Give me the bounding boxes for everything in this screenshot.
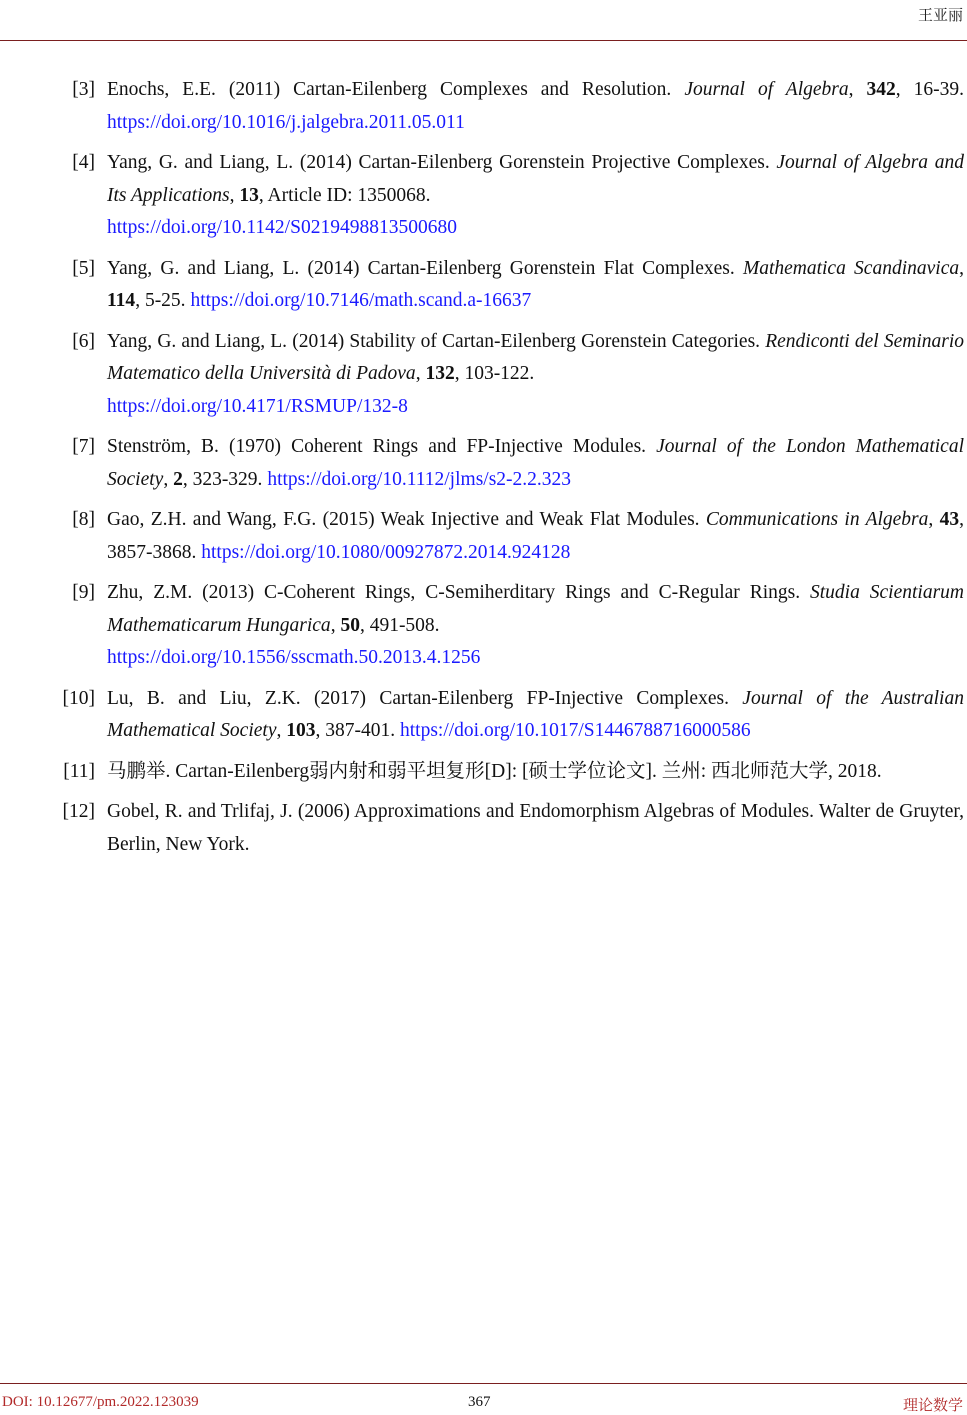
reference-item — [0, 431, 967, 496]
reference-doi-link[interactable]: https://doi.org/10.7146/math.scand.a-16637 — [190, 290, 532, 311]
reference-number: [10] — [62, 687, 95, 709]
reference-authors: Gobel, R. and Trlifaj, J. (2006) Approximations and Endomorphism Algebras of Modules. Walter de Gruyter, Berlin, New York. — [107, 801, 964, 855]
reference-authors: Gao, Z.H. and Wang, F.G. (2015) Weak Injective and Weak Flat Modules. — [107, 509, 706, 530]
reference-volume: 103 — [286, 720, 316, 741]
reference-text — [107, 74, 964, 139]
reference-pages: , 103-122. — [454, 363, 535, 384]
reference-number: [7] — [72, 436, 95, 457]
reference-authors: 马鹏举. Cartan-Eilenberg弱内射和弱平坦复形[D]: [硕士学位论文]. 兰州: 西北师范大学, 2018. — [107, 760, 882, 782]
reference-pages: , 323-329. — [182, 468, 268, 490]
reference-separator: , — [229, 184, 240, 206]
reference-doi-link[interactable]: https://doi.org/10.4171/RSMUP/132-8 — [107, 395, 408, 417]
reference-item — [0, 147, 967, 245]
reference-journal: Journal of the London Mathematical Society — [107, 436, 964, 490]
reference-text — [107, 147, 964, 245]
reference-number: [3] — [72, 79, 95, 100]
reference-text — [107, 796, 964, 861]
reference-volume: 43 — [939, 509, 960, 530]
reference-separator: , — [330, 614, 341, 636]
header-author: 王亚丽 — [917, 6, 963, 24]
reference-text — [107, 756, 964, 789]
reference-doi-link[interactable]: https://doi.org/10.1142/S0219498813500680 — [107, 217, 457, 238]
reference-pages: , 491-508. — [359, 614, 440, 636]
reference-separator: , — [928, 509, 940, 530]
reference-item — [0, 683, 967, 748]
reference-item — [0, 504, 967, 569]
reference-number: [11] — [63, 760, 95, 782]
reference-authors: Lu, B. and Liu, Z.K. (2017) Cartan-Eilenberg FP-Injective Complexes. — [107, 687, 743, 709]
reference-authors: Yang, G. and Liang, L. (2014) Stability of Cartan-Eilenberg Gorenstein Categories. — [107, 330, 766, 352]
reference-item — [0, 326, 967, 424]
footer-doi: DOI: 10.12677/pm.2022.123039 — [2, 1394, 199, 1410]
reference-item — [0, 253, 967, 318]
reference-volume: 2 — [173, 468, 183, 490]
reference-doi-link[interactable]: https://doi.org/10.1080/00927872.2014.924128 — [201, 541, 571, 563]
reference-number: [6] — [72, 330, 95, 352]
reference-doi-link[interactable]: https://doi.org/10.1017/S1446788716000586 — [399, 720, 751, 741]
reference-journal: Communications in Algebra — [705, 509, 929, 530]
reference-pages: , 3857-3868. — [107, 509, 964, 563]
reference-text — [107, 253, 964, 318]
reference-doi-link[interactable]: https://doi.org/10.1112/jlms/s2-2.2.323 — [267, 468, 572, 490]
reference-volume: 132 — [425, 363, 455, 384]
reference-volume: 342 — [866, 79, 896, 100]
reference-number: [4] — [72, 152, 95, 173]
reference-number: [5] — [72, 257, 95, 279]
reference-authors: Yang, G. and Liang, L. (2014) Cartan-Eilenberg Gorenstein Projective Complexes. — [107, 152, 777, 173]
reference-text — [107, 683, 964, 748]
reference-pages: , 387-401. — [315, 720, 400, 741]
reference-journal: Studia Scientiarum Mathematicarum Hungarica — [107, 582, 964, 636]
reference-separator: , — [163, 468, 174, 490]
reference-pages: , Article ID: 1350068. — [258, 184, 431, 206]
reference-number: [9] — [72, 582, 95, 603]
reference-separator: , — [276, 720, 287, 741]
reference-item — [0, 74, 967, 139]
reference-separator: , — [959, 257, 964, 279]
reference-separator: , — [415, 363, 426, 384]
reference-journal: Journal of Algebra — [684, 79, 849, 100]
reference-volume: 13 — [239, 184, 259, 206]
reference-item — [0, 796, 967, 861]
reference-number: [12] — [62, 801, 95, 822]
reference-item — [0, 577, 967, 675]
reference-list — [0, 74, 967, 869]
page-header — [0, 0, 967, 41]
reference-number: [8] — [72, 509, 95, 530]
reference-journal: Rendiconti del Seminario Matematico della Università di Padova — [107, 330, 964, 384]
reference-text — [107, 431, 964, 496]
page-number: 367 — [468, 1394, 491, 1410]
reference-journal: Journal of the Australian Mathematical Society — [107, 687, 964, 741]
reference-authors: Enochs, E.E. (2011) Cartan-Eilenberg Complexes and Resolution. — [107, 79, 685, 100]
reference-item — [0, 756, 967, 789]
footer-journal-name: 理论数学 — [902, 1396, 963, 1414]
reference-authors: Zhu, Z.M. (2013) C-Coherent Rings, C-Semiherditary Rings and C-Regular Rings. — [107, 582, 811, 603]
reference-text — [107, 326, 964, 424]
reference-journal: Journal of Algebra and Its Applications — [107, 152, 964, 206]
reference-pages: , 16-39. — [895, 79, 964, 100]
reference-journal: Mathematica Scandinavica — [742, 257, 960, 279]
reference-doi-link[interactable]: https://doi.org/10.1016/j.jalgebra.2011.05.011 — [107, 111, 465, 133]
reference-authors: Stenström, B. (1970) Coherent Rings and FP-Injective Modules. — [107, 436, 657, 457]
reference-authors: Yang, G. and Liang, L. (2014) Cartan-Eilenberg Gorenstein Flat Complexes. — [107, 257, 743, 279]
reference-pages: , 5-25. — [135, 290, 191, 311]
reference-volume: 50 — [340, 614, 360, 636]
reference-volume: 114 — [107, 290, 136, 311]
reference-doi-link[interactable]: https://doi.org/10.1556/sscmath.50.2013.4.1256 — [107, 647, 481, 668]
reference-text — [107, 577, 964, 675]
page-footer — [0, 1383, 967, 1415]
reference-separator: , — [848, 79, 867, 100]
reference-text — [107, 504, 964, 569]
